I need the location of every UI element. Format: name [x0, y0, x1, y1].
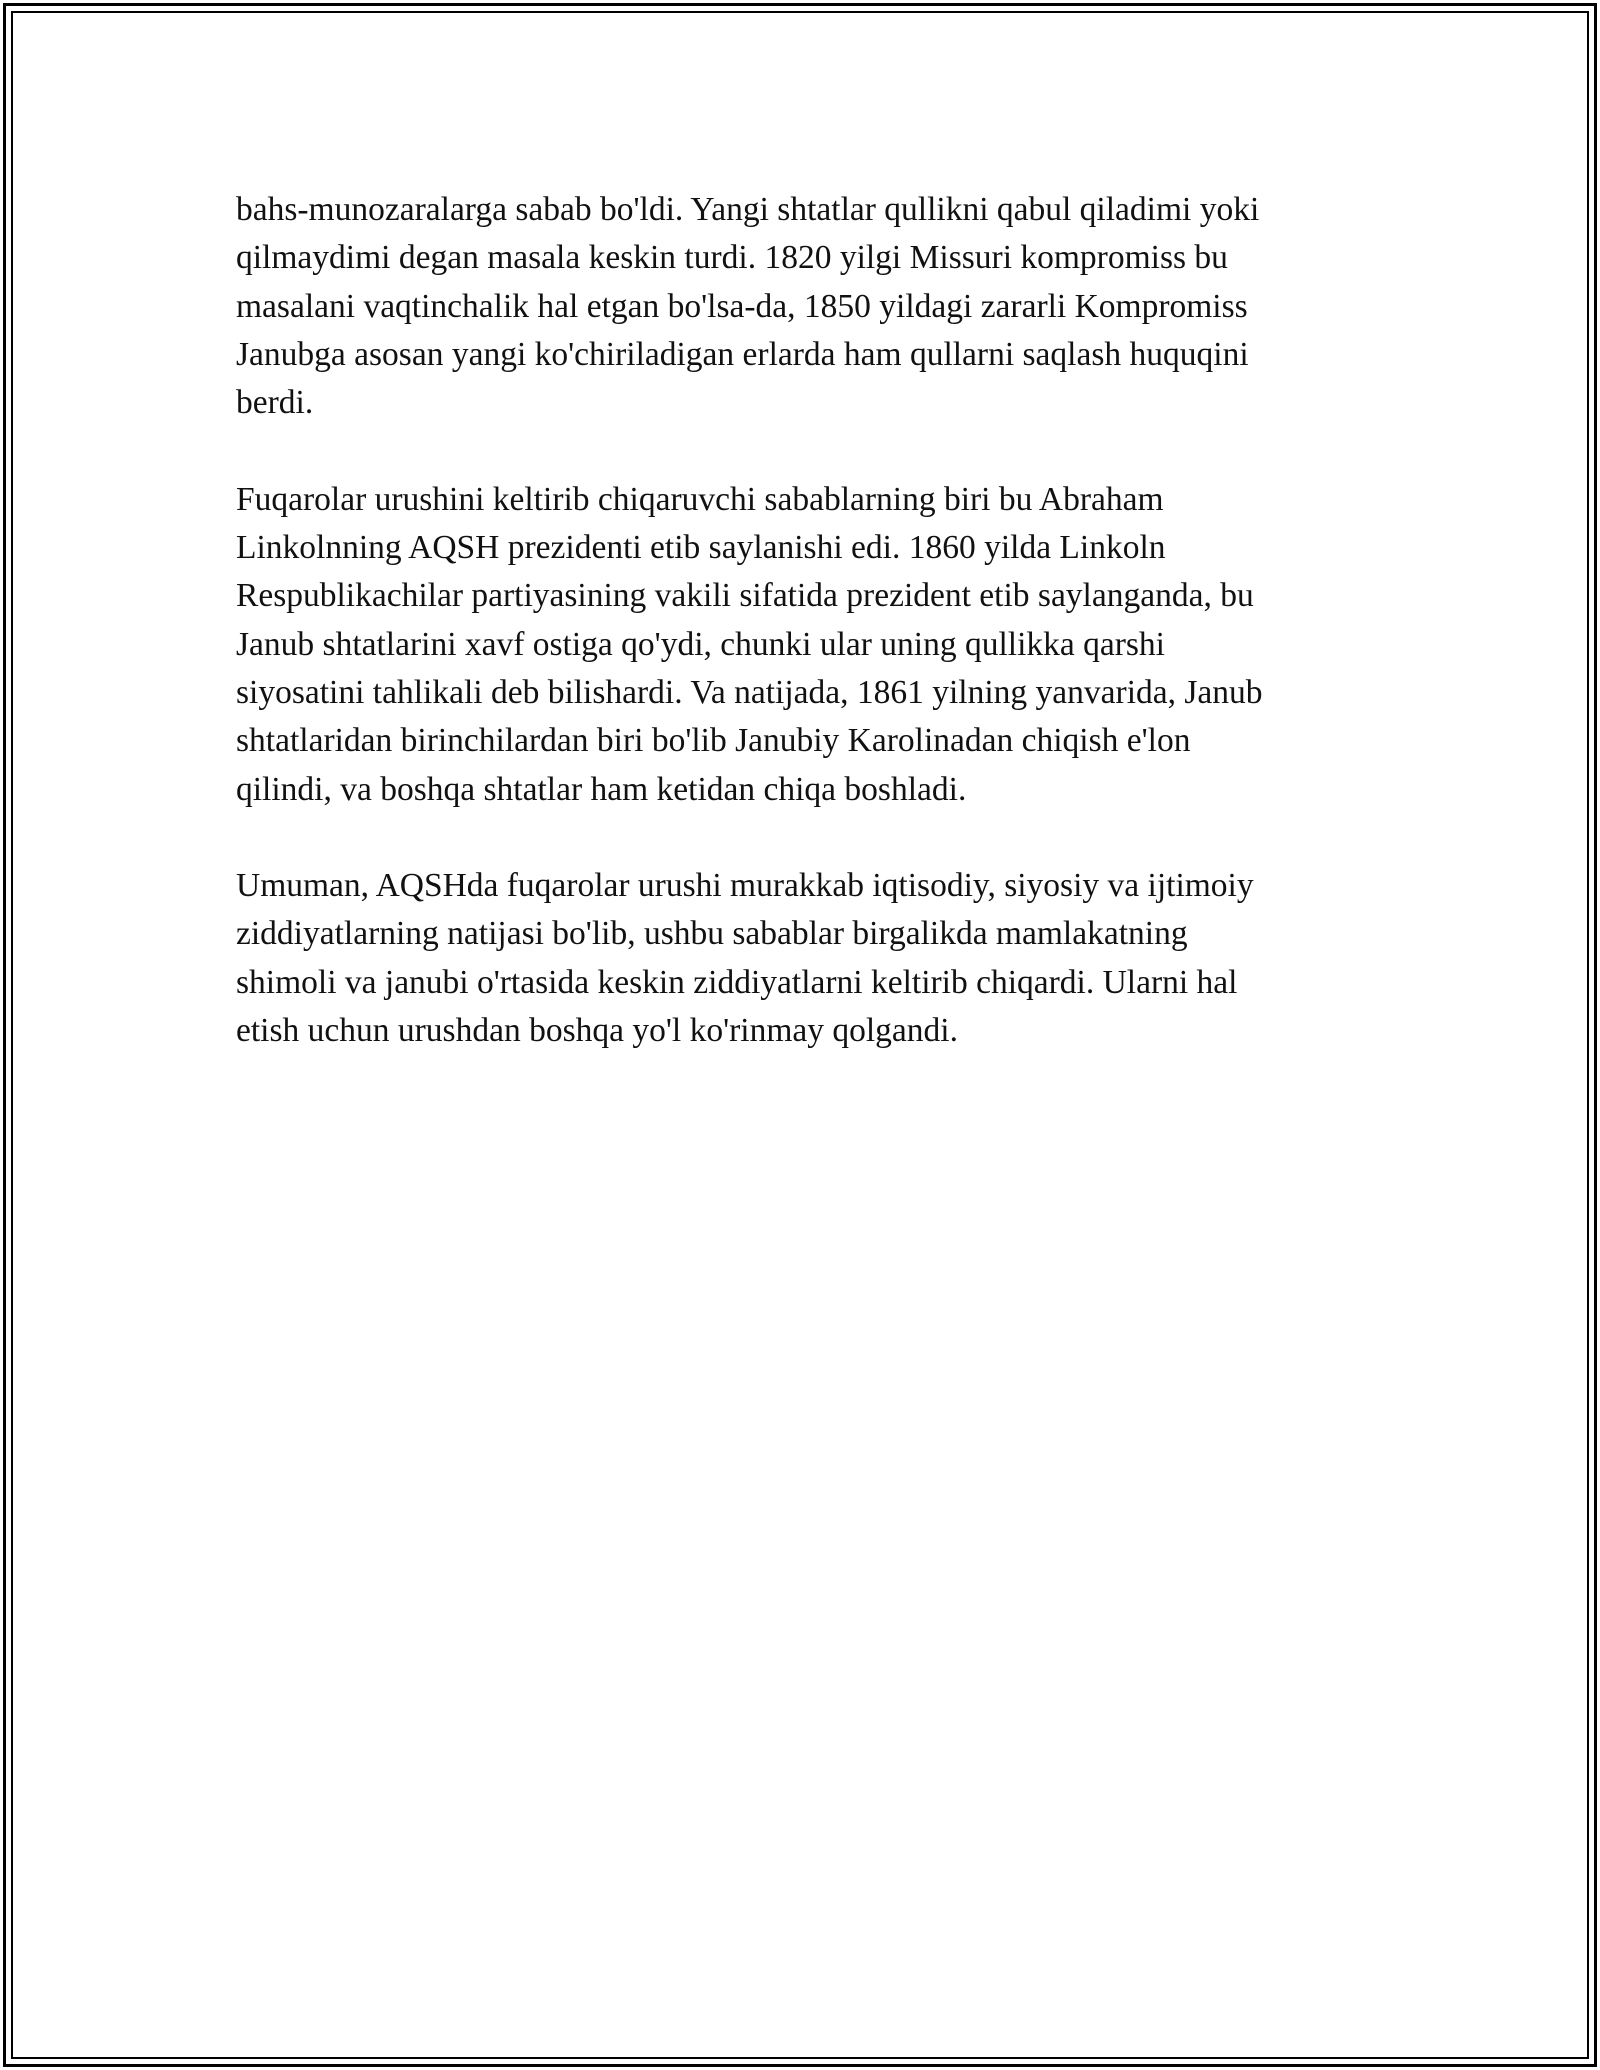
text-line: qilindi, va boshqa shtatlar ham ketidan chiqa boshladi. — [236, 770, 967, 808]
text-line: ziddiyatlarning natijasi bo'lib, ushbu sabablar birgalikda mamlakatning — [236, 915, 1188, 953]
text-line: shimoli va janubi o'rtasida keskin ziddiyatlarni keltirib chiqardi. Ularni hal — [236, 963, 1238, 1001]
paragraph-3 — [236, 862, 1376, 1055]
text-line: Janubga asosan yangi ko'chiriladigan erlarda ham qullarni saqlash huquqini — [236, 335, 1249, 373]
text-line: berdi. — [236, 384, 314, 422]
document-body — [236, 186, 1376, 1104]
text-line: qilmaydimi degan masala keskin turdi. 1820 yilgi Missuri kompromiss bu — [236, 239, 1228, 277]
paragraph-2 — [236, 476, 1376, 814]
text-line: masalani vaqtinchalik hal etgan bo'lsa-da, 1850 yildagi zararli Kompromiss — [236, 287, 1248, 325]
text-line: Janub shtatlarini xavf ostiga qo'ydi, chunki ular uning qullikka qarshi — [236, 625, 1165, 663]
text-line: bahs-munozaralarga sabab bo'ldi. Yangi shtatlar qullikni qabul qiladimi yoki — [236, 191, 1260, 228]
text-line: shtatlaridan birinchilardan biri bo'lib Janubiy Karolinadan chiqish e'lon — [236, 722, 1191, 760]
text-line: Fuqarolar urushini keltirib chiqaruvchi sabablarning biri bu Abraham — [236, 480, 1164, 518]
text-line: Umuman, AQSHda fuqarolar urushi murakkab iqtisodiy, siyosiy va ijtimoiy — [236, 867, 1254, 905]
text-line: Linkolnning AQSH prezidenti etib saylanishi edi. 1860 yilda Linkoln — [236, 529, 1166, 567]
text-line: etish uchun urushdan boshqa yo'l ko'rinmay qolgandi. — [236, 1012, 958, 1050]
paragraph-1 — [236, 186, 1376, 427]
text-line: siyosatini tahlikali deb bilishardi. Va natijada, 1861 yilning yanvarida, Janub — [236, 673, 1263, 711]
text-line: Respublikachilar partiyasining vakili sifatida prezident etib saylanganda, bu — [236, 577, 1254, 615]
